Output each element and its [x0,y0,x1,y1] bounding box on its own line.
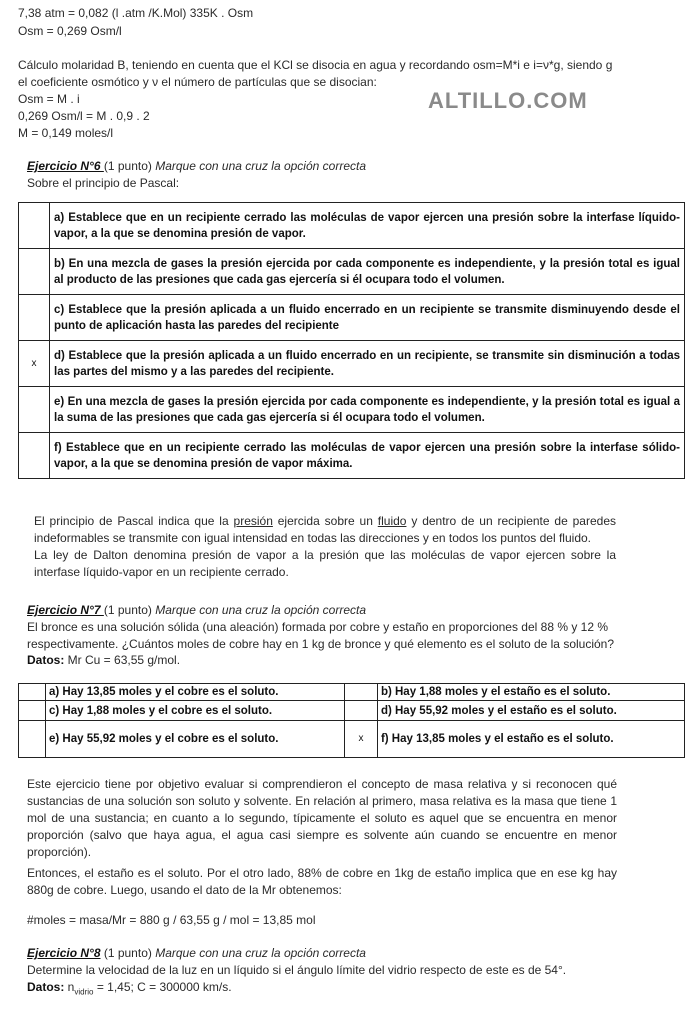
paragraph: Cálculo molaridad B, teniendo en cuenta que el KCl se disocia en agua y recordando osm=M*i e i=ν*g, siendo g el coeficiente osmótico y ν el número de partículas que se disocian: [18,58,613,89]
option-text: a) Establece que en un recipiente cerrado las moléculas de vapor ejercen una presión sobre la interfase líquido-vapor, a la que se denomina presión de vapor. [50,203,685,249]
exercise-7-header: Ejercicio N°7 (1 punto) Marque con una cruz la opción correcta [27,603,366,617]
option-text: e) Hay 55,92 moles y el cobre es el soluto. [46,721,345,758]
option-mark-cell[interactable]: x [344,721,377,758]
watermark-logo: ALTILLO.COM [428,88,588,113]
exercise-8-question: Determine la velocidad de la luz en un líquido si el ángulo límite del vidrio respecto de este es de 54°. [27,963,567,977]
option-mark-cell[interactable] [344,684,377,701]
exercise-7-explanation: Este ejercicio tiene por objetivo evaluar si comprendieron el concepto de masa relativa y si reconocen qué sustancias de una solución son soluto y solvente. En relación al primero, masa relativa es la masa que tiene 1 mol de una sustancia; en cuanto a lo segundo, típicamente el soluto es aquel que se encuentra en menor proporción (salvo que haya agua, el agua casi siempre es solvente aún cuando se encuentre en menor proporción). [27,777,617,859]
option-text: c) Establece que la presión aplicada a un fluido encerrado en un recipiente se transmite disminuyendo desde el punto de aplicación hasta las paredes del recipiente [50,295,685,341]
option-text: a) Hay 13,85 moles y el cobre es el soluto. [46,684,345,701]
equation-line: 0,269 Osm/l = M . 0,9 . 2 [18,109,150,123]
exercise-7-options-table [18,683,685,758]
equation-line: Osm = 0,269 Osm/l [18,24,122,38]
exercise-6-question: Sobre el principio de Pascal: [27,176,180,190]
option-row [19,295,685,341]
equation-line: M = 0,149 moles/l [18,126,114,140]
option-row [19,203,685,249]
option-text: b) Hay 1,88 moles y el estaño es el soluto. [377,684,684,701]
option-mark-cell[interactable] [344,701,377,721]
exercise-7-question: El bronce es una solución sólida (una aleación) formada por cobre y estaño en proporciones del 88 % y 12 % respectivamente. ¿Cuántos moles de cobre hay en 1 kg de bronce y qué elemento es el soluto de la solución? [27,620,615,651]
option-text: d) Hay 55,92 moles y el estaño es el soluto. [377,701,684,721]
exercise-8-data: Datos: $n_{vidrio} = 1,45$; C = 300000 km/s. [27,980,232,997]
option-row [19,341,685,387]
option-mark-cell[interactable] [19,387,50,433]
option-text: f) Establece que en un recipiente cerrado las moléculas de vapor ejercen una presión sobre la interfase sólido-vapor, a la que se denomina presión de vapor máxima. [50,433,685,479]
exercise-6-options-table [18,202,685,479]
exercise-6-explanation-2: La ley de Dalton denomina presión de vapor a la presión que las moléculas de vapor ejercen sobre la interfase líquido-vapor en un recipiente cerrado. [34,548,616,579]
option-row [19,684,685,701]
option-row [19,433,685,479]
option-text: e) En una mezcla de gases la presión ejercida por cada componente es independiente, y la presión total es igual a la suma de las presiones que cada gas ejercería si él ocupara todo el volumen. [50,387,685,433]
exercise-8-header: Ejercicio N°8 (1 punto) Marque con una cruz la opción correcta [27,946,366,960]
option-mark-cell[interactable]: x [19,341,50,387]
equation-line: Osm = M . i [18,92,80,106]
option-mark-cell[interactable] [19,701,46,721]
equation-line: 7,38 atm = 0,082 (l .atm /K.Mol) 335K . Osm [18,6,254,20]
option-mark-cell[interactable] [19,249,50,295]
exercise-6-explanation: El principio de Pascal indica que la presión ejercida sobre un fluido y dentro de un recipiente de paredes indeformables se transmite con igual intensidad en todas las direcciones y en todos los puntos del fluido. [34,514,616,545]
option-row [19,249,685,295]
exercise-6-header: Ejercicio N°6 (1 punto) Marque con una cruz la opción correcta [27,159,366,173]
option-mark-cell[interactable] [19,721,46,758]
exercise-7-explanation-2: Entonces, el estaño es el soluto. Por el otro lado, 88% de cobre en 1kg de estaño implica que en ese kg hay 880g de cobre. Luego, usando el dato de la Mr obtenemos: [27,866,617,897]
option-row [19,721,685,758]
option-mark-cell[interactable] [19,433,50,479]
exercise-7-calculation: #moles = masa/Mr = 880 g / 63,55 g / mol = 13,85 mol [27,913,316,927]
option-text: c) Hay 1,88 moles y el cobre es el soluto. [46,701,345,721]
option-mark-cell[interactable] [19,684,46,701]
option-row [19,387,685,433]
option-text: b) En una mezcla de gases la presión ejercida por cada componente es independiente, y la presión total es igual al producto de las presiones que cada gas ejercería si él ocupara todo el volumen. [50,249,685,295]
option-text: f) Hay 13,85 moles y el estaño es el soluto. [377,721,684,758]
exercise-7-data: Datos: Mr Cu = 63,55 g/mol. [27,653,181,667]
option-text: d) Establece que la presión aplicada a un fluido encerrado en un recipiente, se transmite sin disminución a todas las partes del mismo y a las paredes del recipiente. [50,341,685,387]
option-row [19,701,685,721]
option-mark-cell[interactable] [19,295,50,341]
option-mark-cell[interactable] [19,203,50,249]
